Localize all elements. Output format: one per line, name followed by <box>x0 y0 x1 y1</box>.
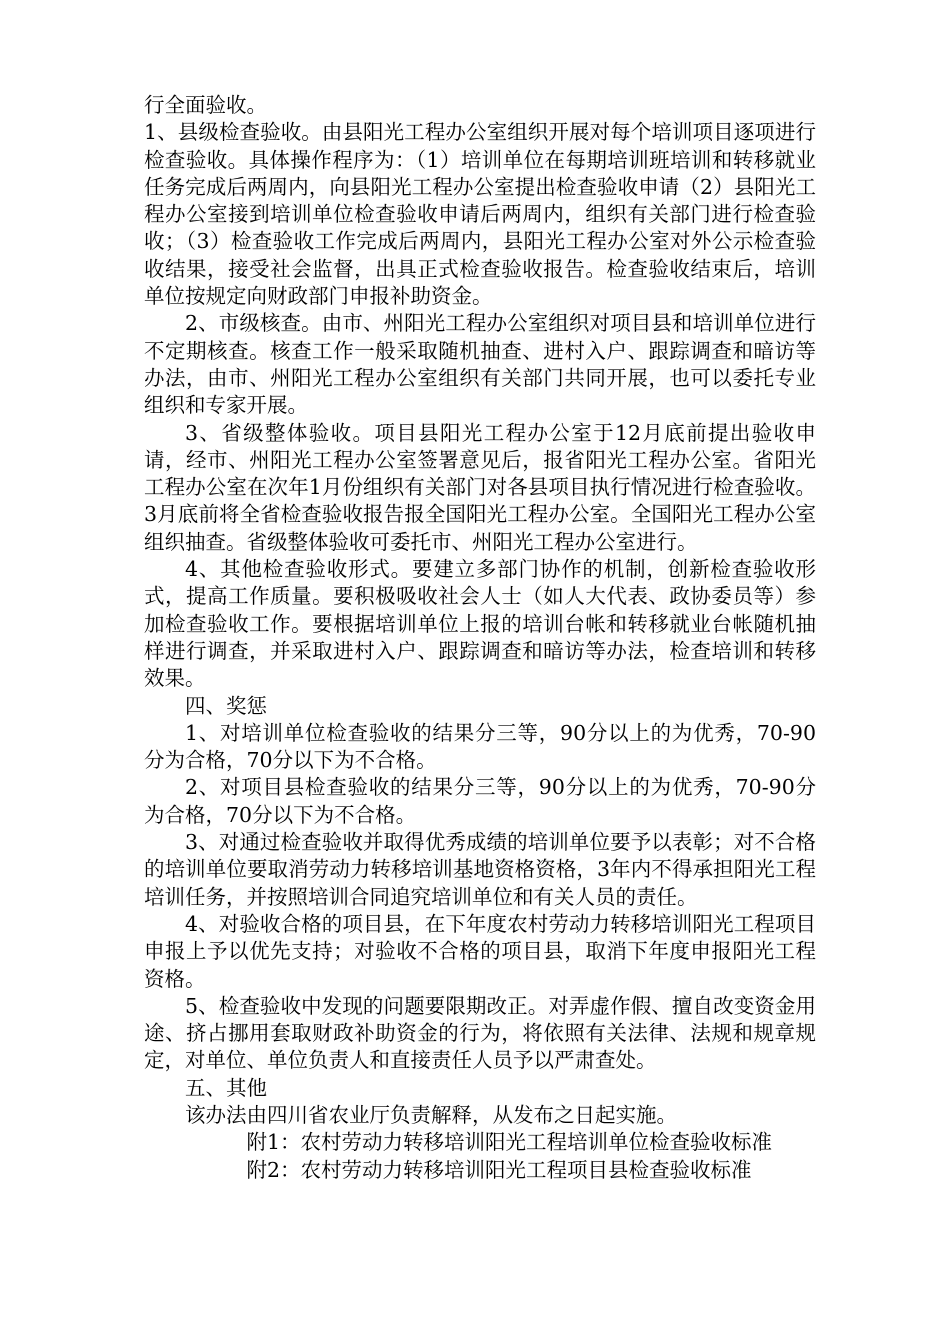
paragraph-interpretation: 该办法由四川省农业厅负责解释，从发布之日起实施。 <box>185 1102 677 1127</box>
paragraph-reward-3: 3、对通过检查验收并取得优秀成绩的培训单位要予以表彰；对不合格的培训单位要取消劳动力转移培训基地资格资格，3年内不得承担阳光工程培训任务，并按照培训合同追究培训单位和有关人员的责任。 <box>144 830 816 909</box>
paragraph-other-forms: 4、其他检查验收形式。要建立多部门协作的机制，创新检查验收形式，提高工作质量。要积极吸收社会人士（如人大代表、政协委员等）参加检查验收工作。要根据培训单位上报的培训台帐和转移就业台帐随机抽样进行调查，并采取进村入户、跟踪调查和暗访等办法，检查培训和转移效果。 <box>144 557 816 691</box>
paragraph-province-acceptance: 3、省级整体验收。项目县阳光工程办公室于12月底前提出验收申请，经市、州阳光工程办公室签署意见后，报省阳光工程办公室。省阳光工程办公室在次年1月份组织有关部门对各县项目执行情况进行检查验收。3月底前将全省检查验收报告报全国阳光工程办公室。全国阳光工程办公室组织抽查。省级整体验收可委托市、州阳光工程办公室进行。 <box>144 420 816 554</box>
appendix-2: 附2：农村劳动力转移培训阳光工程项目县检查验收标准 <box>246 1157 752 1182</box>
paragraph-reward-1: 1、对培训单位检查验收的结果分三等，90分以上的为优秀，70-90分为合格，70分以下为不合格。 <box>144 720 816 773</box>
appendix-1: 附1：农村劳动力转移培训阳光工程培训单位检查验收标准 <box>246 1130 773 1155</box>
paragraph-reward-5: 5、检查验收中发现的问题要限期改正。对弄虚作假、擅自改变资金用途、挤占挪用套取财政补助资金的行为，将依照有关法律、法规和规章规定，对单位、单位负责人和直接责任人员予以严肃查处。 <box>144 993 816 1073</box>
paragraph-reward-2: 2、对项目县检查验收的结果分三等，90分以上的为优秀，70-90分为合格，70分以下为不合格。 <box>144 775 816 827</box>
paragraph-county-inspection: 1、县级检查验收。由县阳光工程办公室组织开展对每个培训项目逐项进行检查验收。具体操作程序为：（1）培训单位在每期培训班培训和转移就业任务完成后两周内，向县阳光工程办公室提出检查验收申请（2）县阳光工程办公室接到培训单位检查验收申请后两周内，组织有关部门进行检查验收；（3）检查验收工作完成后两周内，县阳光工程办公室对外公示检查验收结果，接受社会监督，出具正式检查验收报告。检查验收结束后，培训单位按规定向财政部门申报补助资金。 <box>144 120 816 309</box>
section-heading-rewards: 四、奖惩 <box>185 693 267 718</box>
paragraph-reward-4: 4、对验收合格的项目县，在下年度农村劳动力转移培训阳光工程项目申报上予以优先支持；对验收不合格的项目县，取消下年度申报阳光工程资格。 <box>144 911 816 991</box>
paragraph-continuation: 行全面验收。 <box>144 93 267 117</box>
document-page <box>144 92 816 1184</box>
paragraph-city-review: 2、市级核查。由市、州阳光工程办公室组织对项目县和培训单位进行不定期核查。核查工作一般采取随机抽查、进村入户、跟踪调查和暗访等办法，由市、州阳光工程办公室组织有关部门共同开展，也可以委托专业组织和专家开展。 <box>144 311 816 418</box>
section-heading-other: 五、其他 <box>185 1075 267 1100</box>
